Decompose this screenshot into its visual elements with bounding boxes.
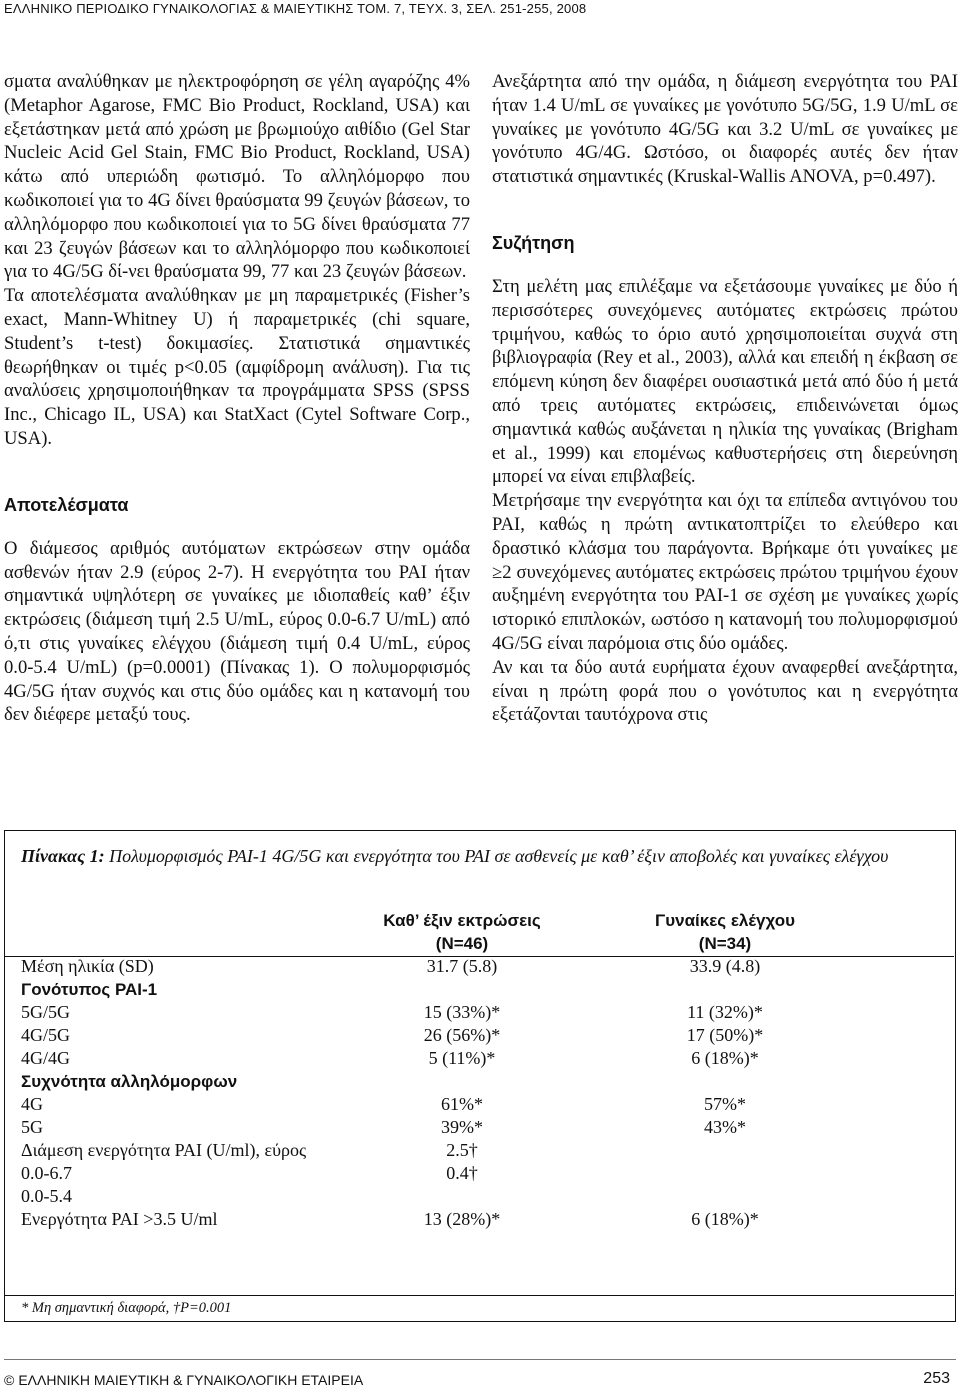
column-header-cases: Καθ’ έξιν εκτρώσεις	[383, 911, 541, 930]
table-cell-controls: 57%*	[704, 1094, 746, 1114]
table-header-rule	[5, 956, 954, 957]
table-cell-cases: 26 (56%)*	[423, 1025, 501, 1045]
table-row-label: 0.0-5.4	[21, 1186, 72, 1206]
table-caption-text: Πολυμορφισμός PAI-1 4G/5G και ενεργότητα του PAI σε ασθενείς με καθ’ έξιν αποβολές και γυναίκες ελέγχου	[109, 846, 889, 866]
table-cell-cases: 0.4†	[446, 1163, 478, 1183]
methods-paragraph-2: Τα αποτελέσματα αναλύθηκαν με μη παραμετρικές (Fisher’s exact, Mann-Whitney U) ή παραμετρικές (chi square, Student’s t-test) δοκιμασίες. Στατιστικά σημαντικές θεωρήθηκαν οι τιμές p<0.05 (αμφίδρομη ανάλυση). Για τις αναλύσεις χρησιμοποιήθηκαν τα προγράμματα SPSS (SPSS Inc., Chicago IL, USA) και StatXact (Cytel Software Corp., USA).	[4, 285, 470, 449]
table-cell-controls: 17 (50%)*	[686, 1025, 764, 1045]
table-row-label: Διάμεση ενεργότητα PAI (U/ml), εύρος	[21, 1140, 307, 1160]
table-cell-cases: 61%*	[441, 1094, 483, 1114]
table-group-label: Συχνότητα αλληλόμορφων	[21, 1072, 238, 1091]
table-cell-controls: 6 (18%)*	[691, 1209, 759, 1229]
column-n-controls: (N=34)	[698, 934, 752, 953]
table-row	[5, 1139, 954, 1162]
table-group-label: Γονότυπος PAI-1	[21, 980, 158, 999]
table-row-label: 4G	[21, 1094, 43, 1114]
discussion-paragraph-3: Αν και τα δύο αυτά ευρήματα έχουν αναφερθεί ανεξάρτητα, είναι η πρώτη φορά που ο γονότυπος και η ενεργότητα εξετάζονται ταυτόχρονα στις	[492, 656, 958, 726]
table-caption-label: Πίνακας 1:	[21, 846, 105, 866]
table-row-label: 4G/5G	[21, 1025, 70, 1045]
table-data-rows	[5, 955, 954, 1231]
table-cell-controls: 43%*	[704, 1117, 746, 1137]
table-cell-cases: 39%*	[441, 1117, 483, 1137]
discussion-paragraph-2: Μετρήσαμε την ενεργότητα και όχι τα επίπεδα αντιγόνου του PAI, καθώς η πρώτη αντικατοπτρίζει το ελεύθερο και δραστικό κλάσμα του παράγοντα. Βρήκαμε ότι γυναίκες με ≥2 συνεχόμενες αυτόματες εκτρώσεις πρώτου τριμήνου έχουν αυξημένη ενεργότητα του PAI-1 σε σχέση με γυναίκες χωρίς ιστορικό επιπλοκών, ωστόσο η κατανομή του πολυμορφισμού 4G/5G είναι παρόμοια στις δύο ομάδες.	[492, 490, 958, 654]
discussion-heading: Συζήτηση	[492, 232, 575, 253]
table-1	[4, 830, 956, 1322]
table-cell-cases: 15 (33%)*	[423, 1002, 501, 1022]
table-row	[5, 1093, 954, 1116]
discussion-paragraph-1: Στη μελέτη μας επιλέξαμε να εξετάσουμε γυναίκες με δύο ή περισσότερες συνεχόμενες αυτόματες εκτρώσεις πρώτου τριμήνου, καθώς το όριο αυτό χρησιμοποιείται συχνά στη βιβλιογραφία (Rey et al., 2003), αλλά και επειδή η έκβαση σε επόμενη κύηση δεν διαφέρει ουσιαστικά μετά από δύο ή μετά από τρεις αυτόματες εκτρώσεις, επιδεινώνεται όμως σημαντικά καθώς αυξάνεται η ηλικία της γυναίκας (Brigham et al., 1999) και επομένως καθυστερήσεις στη διερεύνηση μπορεί να είναι επιβλαβείς.	[492, 275, 958, 488]
table-row	[5, 1116, 954, 1139]
column-header-controls: Γυναίκες ελέγχου	[655, 911, 795, 930]
methods-paragraph-1: σματα αναλύθηκαν με ηλεκτροφόρηση σε γέλη αγαρόζης 4% (Metaphor Agarose, FMC Bio Product, Rockland, USA) και εξετάστηκαν μετά από χρώση με βρωμιούχο αιθίδιο (Gel Star Nucleic Acid Gel Stain, FMC Bio Product, Rockland, USA) κάτω από υπεριώδη φωτισμό. Το αλληλόμορφο που κωδικοποιεί για το 4G δίνει θραύσματα 99 ζευγών βάσεων, το αλληλόμορφο που κωδικοποιεί για το 5G δίνει θραύσματα 77 και 23 ζευγών βάσεων και το αλληλόμορφο που κωδικοποιεί για το 4G/5G δί-νει θραύσματα 99, 77 και 23 ζευγών βάσεων.	[4, 71, 470, 283]
table-caption	[21, 845, 941, 868]
table-row-label: Ενεργότητα PAI >3.5 U/ml	[21, 1209, 218, 1229]
table-bottom-rule	[5, 1295, 954, 1296]
left-column	[4, 70, 470, 727]
table-row	[5, 1047, 954, 1070]
table-cell-controls: 33.9 (4.8)	[689, 956, 761, 976]
table-header-row	[5, 909, 954, 932]
table-cell-cases: 2.5†	[446, 1140, 478, 1160]
table-row	[5, 1024, 954, 1047]
table-row	[5, 1208, 954, 1231]
footer-rule	[4, 1359, 956, 1360]
table-row	[5, 1185, 954, 1208]
right-column	[492, 70, 958, 727]
running-header: ΕΛΛΗΝΙΚΟ ΠΕΡΙΟΔΙΚΟ ΓΥΝΑΙΚΟΛΟΓΙΑΣ & ΜΑΙΕΥΤΙΚΗΣ ΤΟΜ. 7, ΤΕΥΧ. 3, ΣΕΛ. 251-255, 2008	[4, 1, 587, 16]
table-header-n-row	[5, 932, 954, 955]
table-body	[5, 909, 954, 1231]
table-cell-cases: 5 (11%)*	[428, 1048, 496, 1068]
table-footnote: * Μη σημαντική διαφορά, †P=0.001	[21, 1300, 232, 1316]
table-group-row	[5, 1070, 954, 1093]
table-row	[5, 1162, 954, 1185]
results-continued-paragraph: Ανεξάρτητα από την ομάδα, η διάμεση ενεργότητα του PAI ήταν 1.4 U/mL σε γυναίκες με γονότυπο 5G/5G, 1.9 U/mL σε γυναίκες με γονότυπο 4G/5G και 3.2 U/mL σε γυναίκες με γονότυπο 4G/4G. Ωστόσο, οι διαφορές αυτές δεν ήταν στατιστικά σημαντικές (Kruskal-Wallis ANOVA, p=0.497).	[492, 71, 958, 188]
table-row-label: 4G/4G	[21, 1048, 70, 1068]
table-row-label: 5G	[21, 1117, 43, 1137]
table-group-row	[5, 978, 954, 1001]
page-number: 253	[923, 1370, 950, 1387]
footer-society	[4, 1370, 363, 1390]
results-heading: Αποτελέσματα	[4, 494, 129, 515]
results-paragraph: Ο διάμεσος αριθμός αυτόματων εκτρώσεων στην ομάδα ασθενών ήταν 2.9 (εύρος 2-7). Η ενεργότητα του PAI ήταν σημαντικά υψηλότερη σε γυναίκες με ιδιοπαθείς καθ’ έξιν εκτρώσεις (διάμεση τιμή 2.5 U/mL, εύρος 0.0-6.7 U/mL) από ό,τι στις γυναίκες ελέγχου (διάμεση τιμή 0.4 U/mL, εύρος 0.0-5.4 U/mL) (p=0.0001) (Πίνακας 1). Ο πολυμορφισμός 4G/5G ήταν συχνός και στις δύο ομάδες και η κατανομή του δεν διέφερε μεταξύ τους.	[4, 537, 470, 726]
column-n-cases: (N=46)	[435, 934, 489, 953]
footer-society-name: ΕΛΛΗΝΙΚΗ ΜΑΙΕΥΤΙΚΗ & ΓΥΝΑΙΚΟΛΟΓΙΚΗ ΕΤΑΙΡΕΙΑ	[18, 1372, 364, 1388]
table-row-label: 0.0-6.7	[21, 1163, 72, 1183]
table-row	[5, 955, 954, 978]
table-cell-controls: 6 (18%)*	[691, 1048, 759, 1068]
table-row	[5, 1001, 954, 1024]
table-row-label: 5G/5G	[21, 1002, 70, 1022]
table-row-label: Μέση ηλικία (SD)	[21, 956, 154, 976]
table-cell-controls: 11 (32%)*	[687, 1002, 763, 1022]
copyright-icon: ©	[4, 1372, 15, 1388]
table-cell-cases: 31.7 (5.8)	[426, 956, 498, 976]
table-cell-cases: 13 (28%)*	[423, 1209, 501, 1229]
